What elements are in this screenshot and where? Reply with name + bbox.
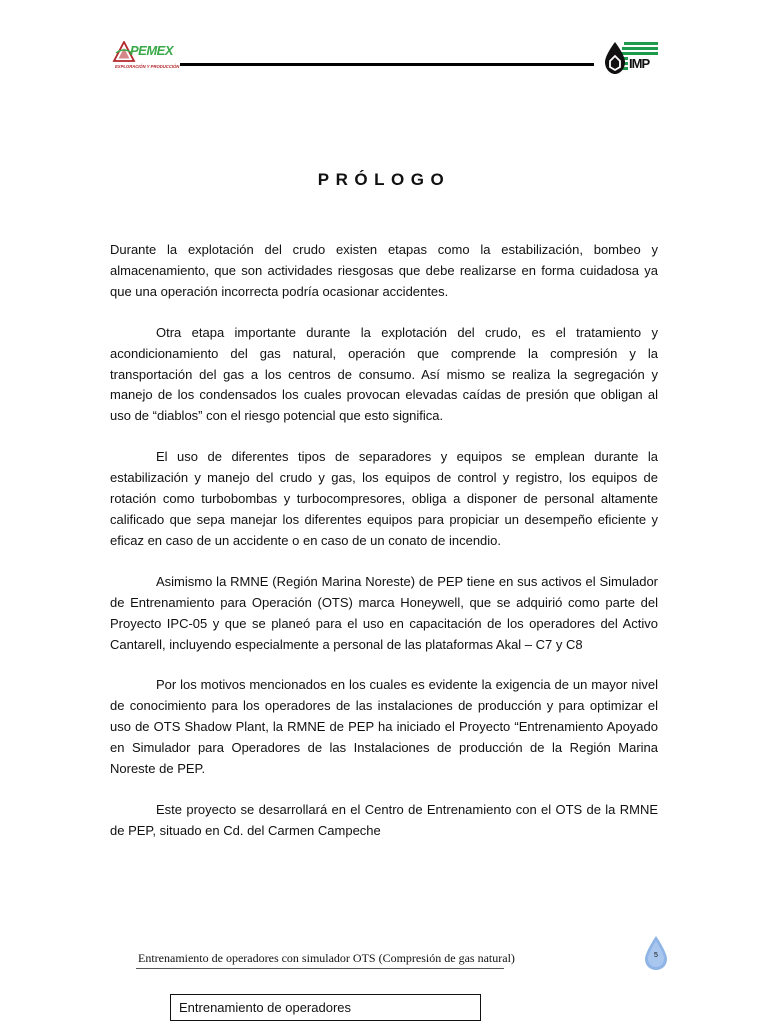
- prologue-body: [110, 240, 658, 862]
- paragraph: Durante la explotación del crudo existen etapas como la estabilización, bombeo y almacenamiento, que son actividades riesgosas que debe realizarse en forma cuidadosa ya que una operación incorrecta podría ocasionar accidentes.: [110, 242, 658, 299]
- paragraph: El uso de diferentes tipos de separadores y equipos se emplean durante la estabilización y manejo del crudo y gas, los equipos de control y registro, los equipos de rotación como turbobombas y turbocompresores, obliga a disponer de personal altamente calificado que sepa manejar los diferentes equipos para propiciar un desempeño eficiente y eficaz en caso de un accidente o en caso de un conato de incendio.: [110, 449, 658, 548]
- pemex-subtitle: EXPLORACIÓN Y PRODUCCIÓN: [115, 64, 180, 69]
- paragraph: Por los motivos mencionados en los cuales es evidente la exigencia de un mayor nivel de conocimiento para los operadores de las instalaciones de producción y para optimizar el uso de OTS Shadow Plant, la RMNE de PEP ha iniciado el Proyecto “Entrenamiento Apoyado en Simulador para Operadores de las Instalaciones de producción de la Región Marina Noreste de PEP.: [110, 677, 658, 777]
- page-number: 5: [654, 952, 658, 959]
- header-divider: [180, 63, 594, 66]
- imp-wordmark: IMP: [629, 56, 650, 71]
- paragraph: Este proyecto se desarrollará en el Centro de Entrenamiento con el OTS de la RMNE de PEP, situado en Cd. del Carmen Campeche: [110, 801, 658, 838]
- page-header: [0, 0, 768, 100]
- footer-box-label: Entrenamiento de operadores: [179, 1000, 352, 1015]
- paragraph: Otra etapa importante durante la explotación del crudo, es el tratamiento y acondicionamiento del gas natural, operación que comprende la compresión y la transportación del gas a los centros de consumo. Así mismo se realiza la segregación y manejo de los condensados los cuales provocan elevadas caídas de presión que obligan al uso de “diablos” con el riesgo potencial que esto significa.: [110, 324, 658, 424]
- paragraph: Asimismo la RMNE (Región Marina Noreste) de PEP tiene en sus activos el Simulador de Entrenamiento para Operación (OTS) marca Honeywell, que se adquirió como parte del Proyecto IPC-05 y que se planeó para el uso en capacitación de los operadores del Activo Cantarell, incluyendo especialmente a personal de las plataformas Akal – C7 y C8: [110, 573, 658, 652]
- page-title: PRÓLOGO: [317, 170, 451, 189]
- footer-divider: [136, 968, 504, 969]
- running-footer-title: Entrenamiento de operadores con simulador OTS (Compresión de gas natural): [138, 951, 515, 965]
- pemex-logo: [112, 40, 178, 74]
- pemex-wordmark: PEMEX: [130, 43, 174, 58]
- footer-label-box: [170, 994, 481, 1021]
